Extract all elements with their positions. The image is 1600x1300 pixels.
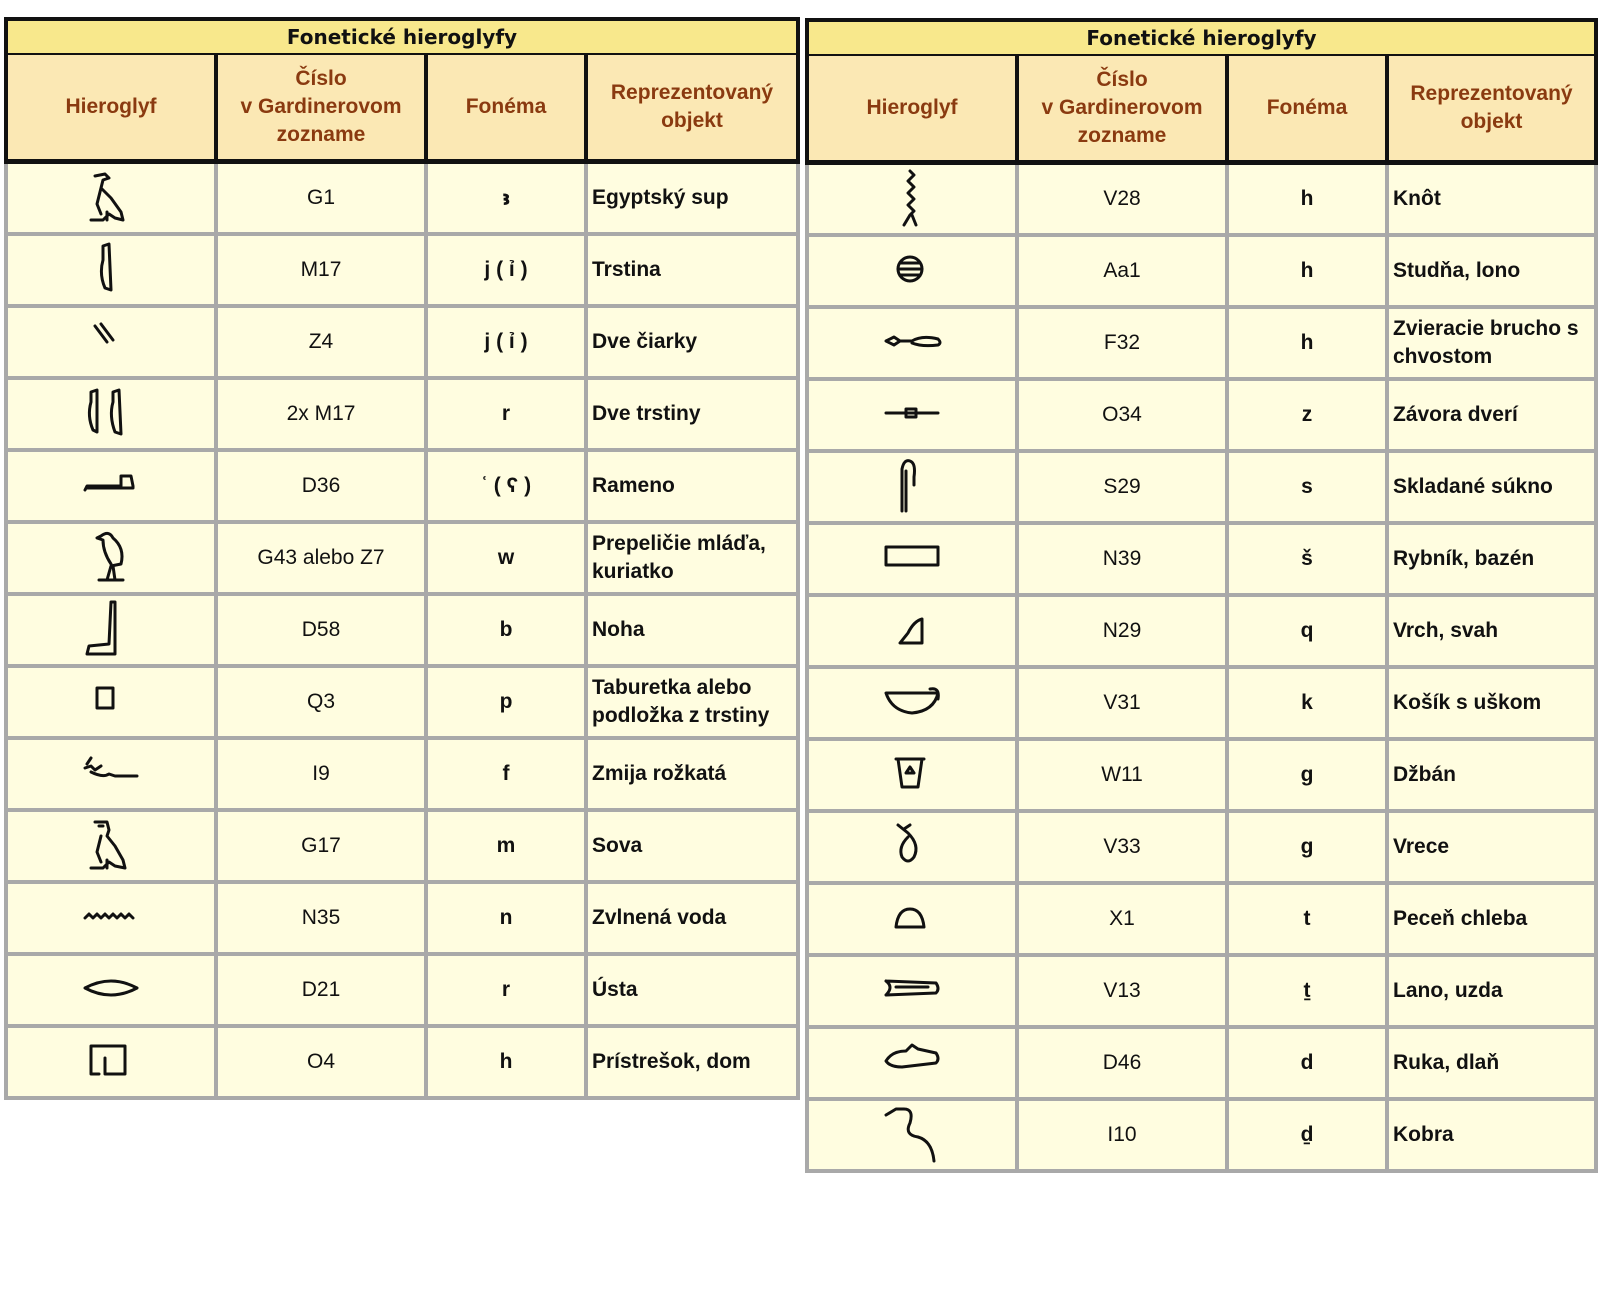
phoneme-cell: n bbox=[426, 882, 586, 954]
hieroglyph-cell bbox=[807, 235, 1017, 307]
tethering-rope-icon bbox=[882, 961, 942, 1021]
hieroglyph-cell bbox=[6, 666, 216, 738]
arm-icon bbox=[81, 456, 141, 516]
cobra-icon bbox=[882, 1105, 942, 1165]
column-header-represented-object: Reprezentovaný objekt bbox=[586, 54, 798, 162]
gardiner-number-cell: G17 bbox=[216, 810, 426, 882]
house-plan-icon bbox=[81, 1032, 141, 1092]
table-row bbox=[6, 162, 798, 235]
placenta-icon bbox=[882, 241, 942, 301]
table-row bbox=[807, 1027, 1596, 1099]
gardiner-number-cell: I9 bbox=[216, 738, 426, 810]
gardiner-number-cell: V31 bbox=[1017, 667, 1227, 739]
hieroglyph-cell bbox=[807, 163, 1017, 236]
phoneme-cell: r bbox=[426, 954, 586, 1026]
table-title: Fonetické hieroglyfy bbox=[807, 20, 1596, 55]
table-row bbox=[6, 450, 798, 522]
pool-icon bbox=[882, 529, 942, 589]
gardiner-number-cell: 2x M17 bbox=[216, 378, 426, 450]
gardiner-number-cell: D21 bbox=[216, 954, 426, 1026]
represented-object-cell: Vrece bbox=[1387, 811, 1596, 883]
table-row bbox=[6, 522, 798, 594]
hieroglyph-cell bbox=[6, 810, 216, 882]
gardiner-number-cell: Z4 bbox=[216, 306, 426, 378]
table-row bbox=[6, 594, 798, 666]
table-row bbox=[807, 811, 1596, 883]
represented-object-cell: Dve čiarky bbox=[586, 306, 798, 378]
phoneme-cell: k bbox=[1227, 667, 1387, 739]
represented-object-cell: Knôt bbox=[1387, 163, 1596, 236]
gardiner-number-cell: X1 bbox=[1017, 883, 1227, 955]
gardiner-number-cell: G43 alebo Z7 bbox=[216, 522, 426, 594]
gardiner-number-cell: V13 bbox=[1017, 955, 1227, 1027]
phoneme-cell: f bbox=[426, 738, 586, 810]
represented-object-cell: Taburetka alebo podložka z trstiny bbox=[586, 666, 798, 738]
represented-object-cell: Trstina bbox=[586, 234, 798, 306]
reed-leaf-icon bbox=[81, 240, 141, 300]
represented-object-cell: Prístrešok, dom bbox=[586, 1026, 798, 1098]
phoneme-cell: q bbox=[1227, 595, 1387, 667]
gardiner-number-cell: S29 bbox=[1017, 451, 1227, 523]
column-header-hieroglyph: Hieroglyf bbox=[6, 54, 216, 162]
table-row bbox=[807, 739, 1596, 811]
column-header-represented-object: Reprezentovaný objekt bbox=[1387, 55, 1596, 163]
hieroglyph-cell bbox=[807, 1027, 1017, 1099]
phonetic-hieroglyphs-table-right bbox=[805, 18, 1598, 1173]
hieroglyph-cell bbox=[6, 378, 216, 450]
represented-object-cell: Rameno bbox=[586, 450, 798, 522]
jar-stand-icon bbox=[882, 745, 942, 805]
table-row bbox=[807, 667, 1596, 739]
stool-icon bbox=[81, 672, 141, 732]
represented-object-cell: Zvlnená voda bbox=[586, 882, 798, 954]
hieroglyph-cell bbox=[6, 306, 216, 378]
foot-icon bbox=[81, 600, 141, 660]
represented-object-cell: Džbán bbox=[1387, 739, 1596, 811]
gardiner-number-cell: F32 bbox=[1017, 307, 1227, 379]
hill-slope-icon bbox=[882, 601, 942, 661]
table-row bbox=[6, 882, 798, 954]
gardiner-number-cell: N29 bbox=[1017, 595, 1227, 667]
phoneme-cell: ʿ ( ʕ ) bbox=[426, 450, 586, 522]
bag-icon bbox=[882, 817, 942, 877]
column-header-gardiner-number: Číslo v Gardinerovom zozname bbox=[1017, 55, 1227, 163]
represented-object-cell: Peceň chleba bbox=[1387, 883, 1596, 955]
table-title: Fonetické hieroglyfy bbox=[6, 19, 798, 54]
represented-object-cell: Vrch, svah bbox=[1387, 595, 1596, 667]
phoneme-cell: j ( ỉ ) bbox=[426, 306, 586, 378]
represented-object-cell: Závora dverí bbox=[1387, 379, 1596, 451]
table-row bbox=[807, 163, 1596, 236]
quail-chick-icon bbox=[81, 528, 141, 588]
hieroglyph-cell bbox=[807, 955, 1017, 1027]
gardiner-number-cell: N39 bbox=[1017, 523, 1227, 595]
horned-viper-icon bbox=[81, 744, 141, 804]
represented-object-cell: Prepeličie mláďa, kuriatko bbox=[586, 522, 798, 594]
phoneme-cell: ṯ bbox=[1227, 955, 1387, 1027]
table-row bbox=[6, 810, 798, 882]
hieroglyph-cell bbox=[807, 811, 1017, 883]
column-header-gardiner-number: Číslo v Gardinerovom zozname bbox=[216, 54, 426, 162]
gardiner-number-cell: D36 bbox=[216, 450, 426, 522]
table-row bbox=[807, 595, 1596, 667]
phoneme-cell: d bbox=[1227, 1027, 1387, 1099]
represented-object-cell: Košík s uškom bbox=[1387, 667, 1596, 739]
phoneme-cell: ꜣ bbox=[426, 162, 586, 235]
phoneme-cell: š bbox=[1227, 523, 1387, 595]
two-strokes-icon bbox=[81, 312, 141, 372]
basket-handle-icon bbox=[882, 673, 942, 733]
twisted-wick-icon bbox=[882, 169, 942, 229]
column-header-phoneme: Fonéma bbox=[1227, 55, 1387, 163]
phoneme-cell: ḏ bbox=[1227, 1099, 1387, 1171]
table-row bbox=[807, 379, 1596, 451]
gardiner-number-cell: O34 bbox=[1017, 379, 1227, 451]
hieroglyph-cell bbox=[807, 883, 1017, 955]
column-header-hieroglyph: Hieroglyf bbox=[807, 55, 1017, 163]
phonetic-hieroglyphs-table-left bbox=[4, 17, 800, 1100]
table-row bbox=[807, 523, 1596, 595]
belly-with-tail-icon bbox=[882, 313, 942, 373]
hieroglyph-cell bbox=[807, 307, 1017, 379]
represented-object-cell: Zvieracie brucho s chvostom bbox=[1387, 307, 1596, 379]
table-row bbox=[807, 235, 1596, 307]
gardiner-number-cell: D58 bbox=[216, 594, 426, 666]
hieroglyph-cell bbox=[807, 667, 1017, 739]
double-reed-icon bbox=[81, 384, 141, 444]
phoneme-cell: r bbox=[426, 378, 586, 450]
gardiner-number-cell: W11 bbox=[1017, 739, 1227, 811]
water-ripple-icon bbox=[81, 888, 141, 948]
hieroglyph-cell bbox=[807, 451, 1017, 523]
phoneme-cell: h bbox=[426, 1026, 586, 1098]
table-row bbox=[6, 1026, 798, 1098]
represented-object-cell: Zmija rožkatá bbox=[586, 738, 798, 810]
phoneme-cell: g bbox=[1227, 739, 1387, 811]
gardiner-number-cell: V33 bbox=[1017, 811, 1227, 883]
hieroglyph-cell bbox=[6, 594, 216, 666]
represented-object-cell: Sova bbox=[586, 810, 798, 882]
gardiner-number-cell: V28 bbox=[1017, 163, 1227, 236]
column-header-phoneme: Fonéma bbox=[426, 54, 586, 162]
gardiner-number-cell: M17 bbox=[216, 234, 426, 306]
phoneme-cell: b bbox=[426, 594, 586, 666]
phoneme-cell: m bbox=[426, 810, 586, 882]
hieroglyph-cell bbox=[6, 738, 216, 810]
table-row bbox=[807, 451, 1596, 523]
door-bolt-icon bbox=[882, 385, 942, 445]
represented-object-cell: Studňa, lono bbox=[1387, 235, 1596, 307]
phoneme-cell: s bbox=[1227, 451, 1387, 523]
hieroglyph-cell bbox=[6, 522, 216, 594]
hieroglyph-cell bbox=[6, 162, 216, 235]
table-row bbox=[6, 738, 798, 810]
table-row bbox=[807, 955, 1596, 1027]
gardiner-number-cell: I10 bbox=[1017, 1099, 1227, 1171]
table-row bbox=[6, 954, 798, 1026]
owl-icon bbox=[81, 816, 141, 876]
hieroglyph-cell bbox=[807, 595, 1017, 667]
mouth-icon bbox=[81, 960, 141, 1020]
table-row bbox=[807, 883, 1596, 955]
phoneme-cell: h bbox=[1227, 235, 1387, 307]
phoneme-cell: h bbox=[1227, 163, 1387, 236]
hieroglyph-cell bbox=[807, 523, 1017, 595]
hieroglyph-cell bbox=[6, 882, 216, 954]
table-row bbox=[6, 306, 798, 378]
vulture-icon bbox=[81, 168, 141, 228]
table-row bbox=[6, 378, 798, 450]
gardiner-number-cell: D46 bbox=[1017, 1027, 1227, 1099]
gardiner-number-cell: Q3 bbox=[216, 666, 426, 738]
gardiner-number-cell: Aa1 bbox=[1017, 235, 1227, 307]
hieroglyph-cell bbox=[6, 234, 216, 306]
phoneme-cell: t bbox=[1227, 883, 1387, 955]
table-row bbox=[807, 307, 1596, 379]
phoneme-cell: h bbox=[1227, 307, 1387, 379]
represented-object-cell: Kobra bbox=[1387, 1099, 1596, 1171]
hieroglyph-cell bbox=[6, 954, 216, 1026]
hieroglyph-cell bbox=[807, 379, 1017, 451]
represented-object-cell: Ruka, dlaň bbox=[1387, 1027, 1596, 1099]
represented-object-cell: Ústa bbox=[586, 954, 798, 1026]
folded-cloth-icon bbox=[882, 457, 942, 517]
hieroglyph-cell bbox=[807, 1099, 1017, 1171]
represented-object-cell: Noha bbox=[586, 594, 798, 666]
table-row bbox=[6, 234, 798, 306]
phoneme-cell: j ( ỉ ) bbox=[426, 234, 586, 306]
phoneme-cell: w bbox=[426, 522, 586, 594]
phoneme-cell: p bbox=[426, 666, 586, 738]
represented-object-cell: Skladané súkno bbox=[1387, 451, 1596, 523]
represented-object-cell: Dve trstiny bbox=[586, 378, 798, 450]
table-row bbox=[6, 666, 798, 738]
hieroglyph-cell bbox=[6, 1026, 216, 1098]
bread-loaf-icon bbox=[882, 889, 942, 949]
hieroglyph-cell bbox=[6, 450, 216, 522]
phoneme-cell: z bbox=[1227, 379, 1387, 451]
hieroglyph-cell bbox=[807, 739, 1017, 811]
represented-object-cell: Egyptský sup bbox=[586, 162, 798, 235]
hand-icon bbox=[882, 1033, 942, 1093]
represented-object-cell: Lano, uzda bbox=[1387, 955, 1596, 1027]
gardiner-number-cell: G1 bbox=[216, 162, 426, 235]
phoneme-cell: g bbox=[1227, 811, 1387, 883]
gardiner-number-cell: N35 bbox=[216, 882, 426, 954]
represented-object-cell: Rybník, bazén bbox=[1387, 523, 1596, 595]
gardiner-number-cell: O4 bbox=[216, 1026, 426, 1098]
table-row bbox=[807, 1099, 1596, 1171]
